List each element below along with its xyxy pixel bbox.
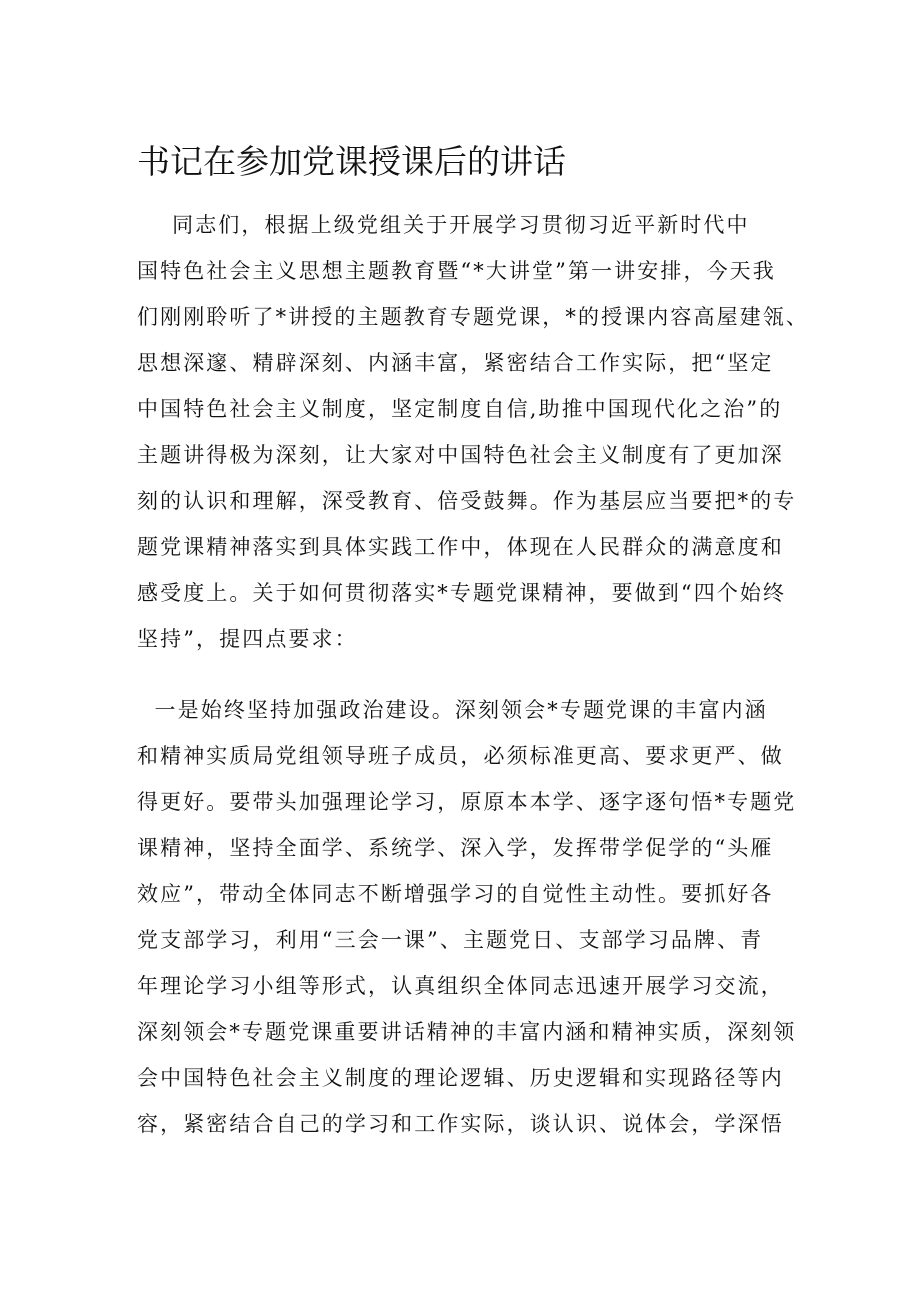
text-line: 题党课精神落实到具体实践工作中，体现在人民群众的满意度和 — [137, 535, 784, 559]
document-title: 书记在参加党课授课后的讲话 — [137, 142, 566, 181]
text-line: 刻的认识和理解，深受教育、倍受鼓舞。作为基层应当要把*的专 — [137, 489, 797, 513]
text-line: 效应”，带动全体同志不断增强学习的自觉性主动性。要抓好各 — [137, 882, 774, 906]
text-line: 思想深邃、精辟深刻、内涵丰富，紧密结合工作实际，把“坚定 — [137, 351, 774, 375]
text-line: 同志们，根据上级党组关于开展学习贯彻习近平新时代中 — [137, 213, 750, 237]
text-line: 坚持”，提四点要求： — [137, 627, 358, 651]
text-line: 和精神实质局党组领导班子成员，必须标准更高、要求更严、做 — [137, 744, 784, 768]
text-line: 们刚刚聆听了*讲授的主题教育专题党课，*的授课内容高屋建瓴、 — [137, 305, 809, 329]
text-line: 中国特色社会主义制度，坚定制度自信,助推中国现代化之治”的 — [137, 397, 783, 421]
text-line: 年理论学习小组等形式，认真组织全体同志迅速开展学习交流， — [137, 974, 784, 998]
text-line: 国特色社会主义思想主题教育暨“*大讲堂”第一讲安排，今天我 — [137, 259, 776, 283]
text-line: 一是始终坚持加强政治建设。深刻领会*专题党课的丰富内涵 — [137, 698, 768, 722]
text-line: 深刻领会*专题党课重要讲话精神的丰富内涵和精神实质，深刻领 — [137, 1020, 797, 1044]
text-line: 容，紧密结合自己的学习和工作实际，谈认识、说体会，学深悟 — [137, 1112, 784, 1136]
text-line: 感受度上。关于如何贯彻落实*专题党课精神，要做到“四个始终 — [137, 581, 787, 605]
text-line: 会中国特色社会主义制度的理论逻辑、历史逻辑和实现路径等内 — [137, 1066, 784, 1090]
text-line: 党支部学习，利用“三会一课”、主题党日、支部学习品牌、青 — [137, 928, 764, 952]
text-line: 得更好。要带头加强理论学习，原原本本学、逐字逐句悟*专题党 — [137, 790, 797, 814]
text-line: 课精神，坚持全面学、系统学、深入学，发挥带学促学的“头雁 — [137, 836, 774, 860]
paragraph-point-one — [137, 687, 797, 1147]
paragraph-opening — [137, 202, 809, 662]
text-line: 主题讲得极为深刻，让大家对中国特色社会主义制度有了更加深 — [137, 443, 784, 467]
